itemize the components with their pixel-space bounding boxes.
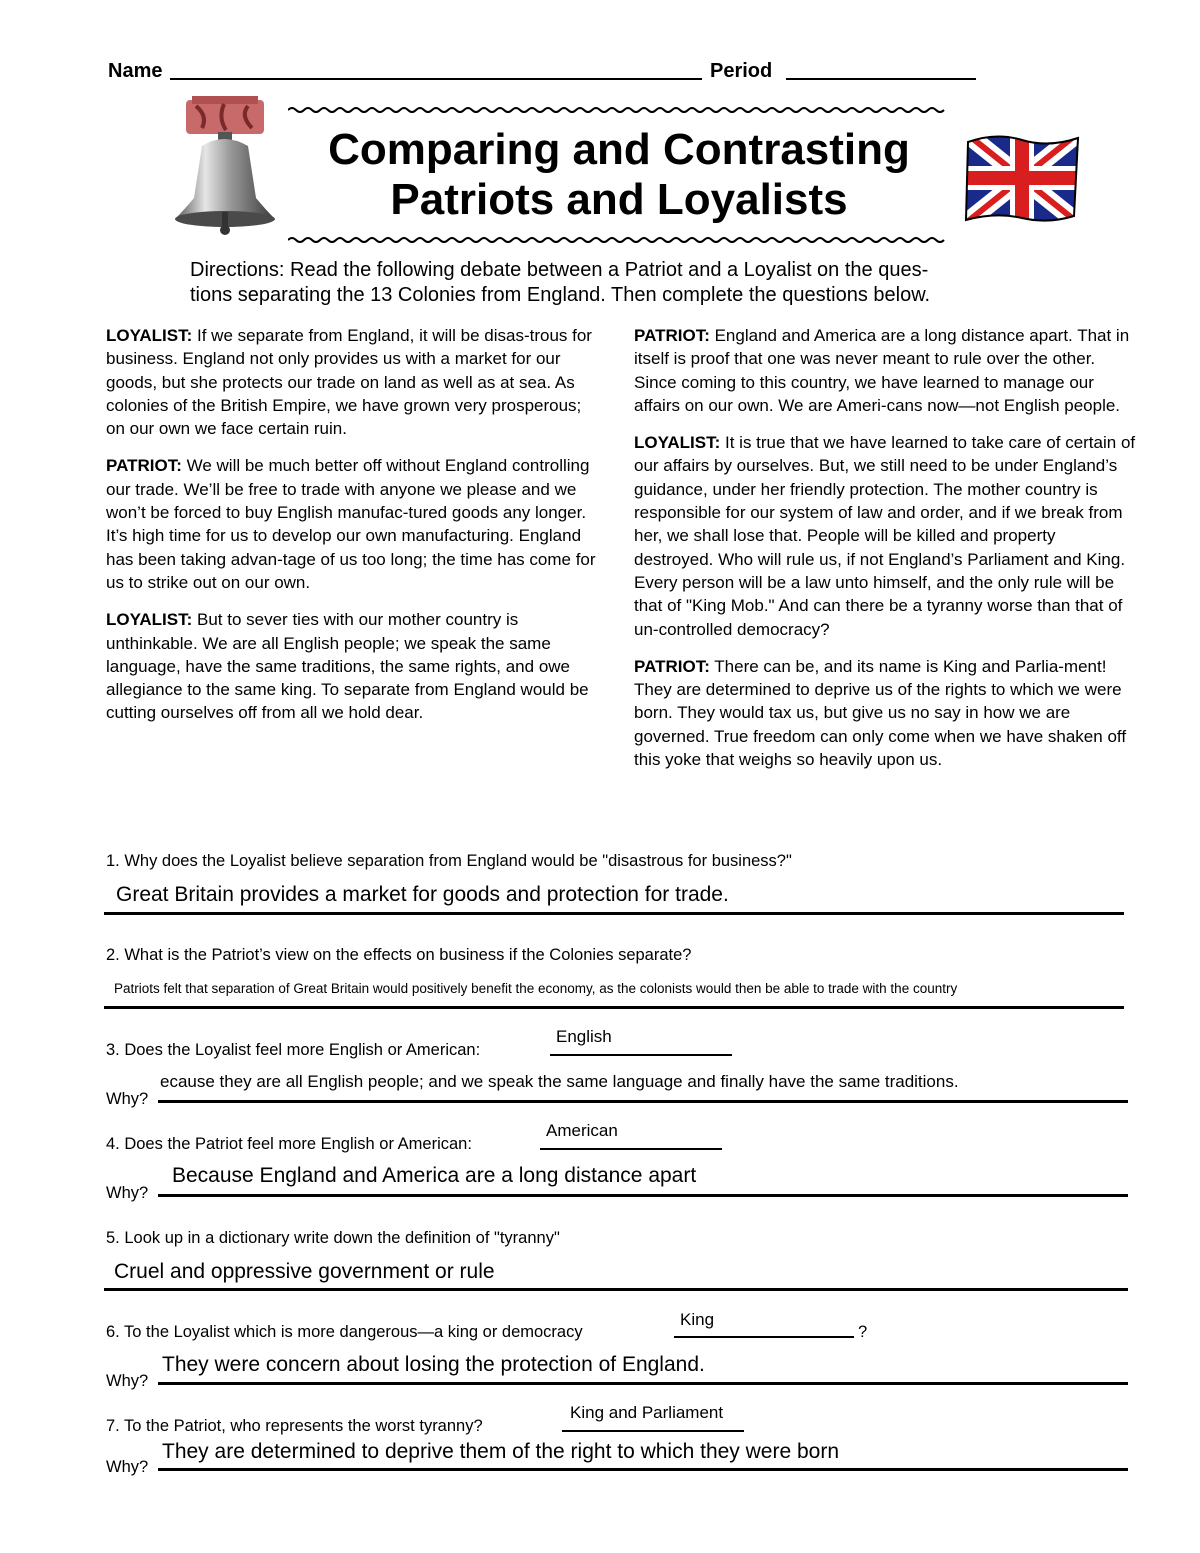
- name-line[interactable]: [170, 78, 702, 80]
- answer-5-line: [104, 1288, 1128, 1291]
- period-line[interactable]: [786, 78, 976, 80]
- debate-paragraph: [106, 608, 602, 724]
- directions-line-2: tions separating the 13 Colonies from England. Then complete the questions below.: [190, 284, 931, 306]
- answer-1[interactable]: Great Britain provides a market for goods and protection for trade.: [116, 883, 729, 906]
- directions: [190, 258, 930, 308]
- title-border-top: [288, 106, 950, 114]
- speaker-label: PATRIOT:: [634, 656, 710, 676]
- answer-2-line: [104, 1006, 1124, 1009]
- why-answer-7-line: [158, 1468, 1128, 1471]
- why-answer-6-line: [158, 1382, 1128, 1385]
- speaker-label: PATRIOT:: [634, 326, 710, 345]
- question-4: 4. Does the Patriot feel more English or American:: [106, 1135, 472, 1153]
- why-answer-3-line: [158, 1100, 1128, 1103]
- speech-text: But to sever ties with our mother country is unthinkable. We are all English people; we speak the same language, have the same traditions, the same rights, and owe allegiance to the same king. To separate from England would be cutting ourselves off from all we hold dear.: [106, 610, 589, 723]
- debate-paragraph: [634, 324, 1138, 417]
- answer-5[interactable]: Cruel and oppressive government or rule: [114, 1260, 495, 1283]
- debate-right-column: [634, 324, 1138, 771]
- answer-6[interactable]: King: [680, 1310, 715, 1329]
- answer-3-line: [550, 1054, 732, 1056]
- question-1: 1. Why does the Loyalist believe separation from England would be "disastrous for business?": [106, 852, 792, 870]
- question-3: 3. Does the Loyalist feel more English or American:: [106, 1041, 481, 1059]
- name-label: Name: [108, 60, 163, 82]
- question-5: 5. Look up in a dictionary write down the definition of "tyranny": [106, 1229, 560, 1247]
- speech-text: We will be much better off without England controlling our trade. We’ll be free to trade with anyone we please and we won’t be forced to buy English manufac-tured goods any longer. It’s high time for us to develop our own manufacturing. England has been taking advan-tage of us too long; the time has come for us to strike out on our own.: [106, 456, 596, 592]
- why-answer-7[interactable]: They are determined to deprive them of the right to which they were born: [162, 1440, 840, 1463]
- question-7: 7. To the Patriot, who represents the worst tyranny?: [106, 1417, 483, 1435]
- answer-4[interactable]: American: [546, 1121, 618, 1140]
- speaker-label: PATRIOT:: [106, 456, 182, 476]
- union-jack-flag-icon: [962, 130, 1082, 226]
- answer-3[interactable]: English: [556, 1027, 612, 1046]
- why-answer-6[interactable]: They were concern about losing the protection of England.: [162, 1353, 705, 1376]
- liberty-bell-icon: [168, 94, 280, 236]
- directions-line-1: Directions: Read the following debate between a Patriot and a Loyalist on the ques-: [190, 259, 929, 281]
- why-answer-4[interactable]: Because England and America are a long distance apart: [172, 1164, 697, 1187]
- answer-2[interactable]: Patriots felt that separation of Great Britain would positively benefit the economy, as the colonists would then be able to trade with the country: [114, 981, 958, 996]
- question-2: 2. What is the Patriot’s view on the effects on business if the Colonies separate?: [106, 946, 692, 964]
- debate-left-column: [106, 324, 602, 725]
- why-label-7: Why?: [106, 1458, 149, 1476]
- debate-paragraph: [634, 655, 1138, 771]
- debate-paragraph: [634, 431, 1138, 641]
- debate-paragraph: [106, 454, 602, 594]
- answer-6-line: [674, 1336, 854, 1338]
- speaker-label: LOYALIST:: [634, 433, 721, 453]
- why-label-4: Why?: [106, 1184, 149, 1202]
- answer-1-line: [104, 912, 1124, 915]
- period-label: Period: [710, 60, 773, 82]
- title-border-bottom: [288, 236, 950, 244]
- speech-text: England and America are a long distance apart. That in itself is proof that one was never meant to rule over the other. Since coming to this country, we have learned to manage our affairs on our own. We are Ameri-cans now—not English people.: [634, 326, 1130, 415]
- answer-7[interactable]: King and Parliament: [570, 1403, 724, 1422]
- why-label-6: Why?: [106, 1372, 149, 1390]
- speaker-label: LOYALIST:: [106, 610, 193, 630]
- speaker-label: LOYALIST:: [106, 326, 193, 345]
- answer-4-line: [540, 1148, 722, 1150]
- speech-text: It is true that we have learned to take care of certain of our affairs by ourselves. But, we still need to be under England’s guidance, under her friendly protection. The mother country is responsible for our system of law and order, and if we break from her, we shall lose that. People will be killed and property destroyed. Who will rule us, if not England’s Parliament and King. Every person will be a law unto himself, and the only rule will be that of "King Mob." And can there be a tyranny worse than that of un-controlled democracy?: [634, 433, 1136, 639]
- title-line-2: Patriots and Loyalists: [390, 175, 848, 224]
- title-line-1: Comparing and Contrasting: [328, 125, 910, 174]
- question-6-suffix: ?: [858, 1323, 868, 1341]
- why-answer-4-line: [158, 1194, 1128, 1197]
- speech-text: There can be, and its name is King and Parlia-ment! They are determined to deprive us of the rights to which we were born. They would tax us, but give us no say in how we are governed. True freedom can only come when we have shaken off this yoke that weighs so heavily upon us.: [634, 656, 1127, 770]
- why-label-3: Why?: [106, 1090, 149, 1108]
- debate-paragraph: [106, 324, 602, 440]
- speech-text: If we separate from England, it will be disas-trous for business. England not only provides us with a market for our goods, but she protects our trade on land as well as at sea. As colonies of the British Empire, we have grown very prosperous; on our own we face certain ruin.: [106, 326, 592, 439]
- question-6: 6. To the Loyalist which is more dangerous—a king or democracy: [106, 1323, 583, 1341]
- answer-7-line: [562, 1430, 744, 1432]
- why-answer-3[interactable]: ecause they are all English people; and we speak the same language and finally have the same traditions.: [160, 1072, 959, 1091]
